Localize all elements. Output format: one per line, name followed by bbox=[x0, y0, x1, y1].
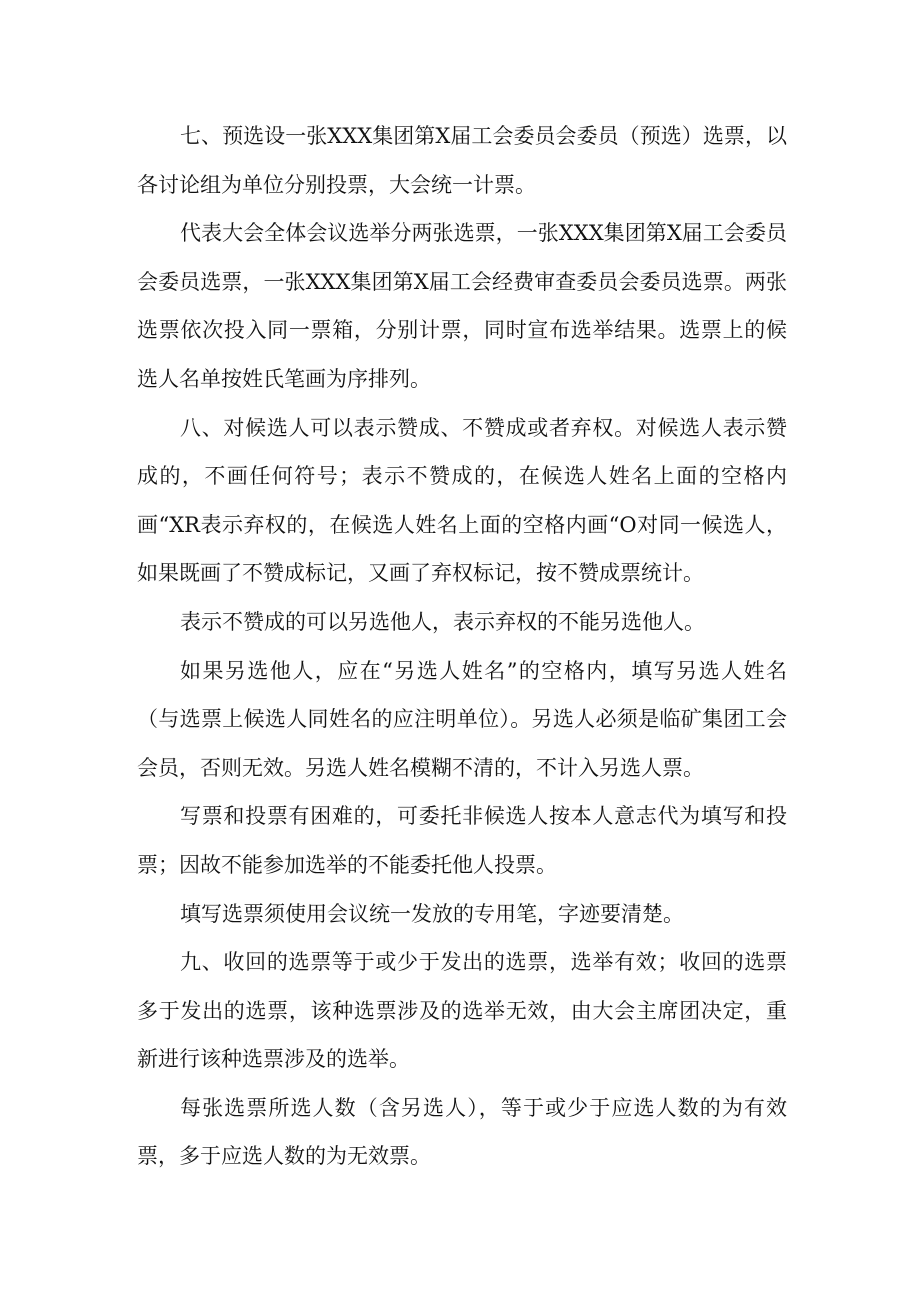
paragraph-plenary-ballots: 代表大会全体会议选举分两张选票，一张XXX集团第X届工会委员会委员选票，一张XXX集团第X届工会经费审查委员会委员选票。两张选票依次投入同一票箱，分别计票，同时宣布选举结果。选票上的候选人名单按姓氏笔画为序排列。 bbox=[137, 221, 787, 391]
paragraph-item-8-voting-marks: 八、对候选人可以表示赞成、不赞成或者弃权。对候选人表示赞成的，不画任何符号；表示不赞成的，在候选人姓名上面的空格内画“XR表示弃权的，在候选人姓名上面的空格内画“O对同一候选人，如果既画了不赞成标记，又画了弃权标记，按不赞成票统计。 bbox=[137, 415, 787, 586]
paragraph-item-9-ballot-validity: 九、收回的选票等于或少于发出的选票，选举有效；收回的选票多于发出的选票，该种选票涉及的选举无效，由大会主席团决定，重新进行该种选票涉及的选举。 bbox=[137, 950, 787, 1072]
paragraph-item-7-preselection: 七、预选设一张XXX集团第X届工会委员会委员（预选）选票，以各讨论组为单位分别投票，大会统一计票。 bbox=[137, 124, 787, 197]
paragraph-proxy-voting: 写票和投票有困难的，可委托非候选人按本人意志代为填写和投票；因故不能参加选举的不能委托他人投票。 bbox=[137, 804, 787, 877]
document-body bbox=[137, 112, 787, 1181]
paragraph-alternate-name-rule: 如果另选他人，应在“另选人姓名”的空格内，填写另选人姓名（与选票上候选人同姓名的应注明单位）。另选人必须是临矿集团工会会员，否则无效。另选人姓名模糊不清的，不计入另选人票。 bbox=[137, 658, 787, 780]
paragraph-valid-ballot-count: 每张选票所选人数（含另选人），等于或少于应选人数的为有效票，多于应选人数的为无效票。 bbox=[137, 1095, 787, 1169]
paragraph-pen-requirement: 填写选票须使用会议统一发放的专用笔，字迹要清楚。 bbox=[180, 901, 684, 926]
paragraph-alternate-choice-rule: 表示不赞成的可以另选他人，表示弃权的不能另选他人。 bbox=[180, 609, 705, 634]
